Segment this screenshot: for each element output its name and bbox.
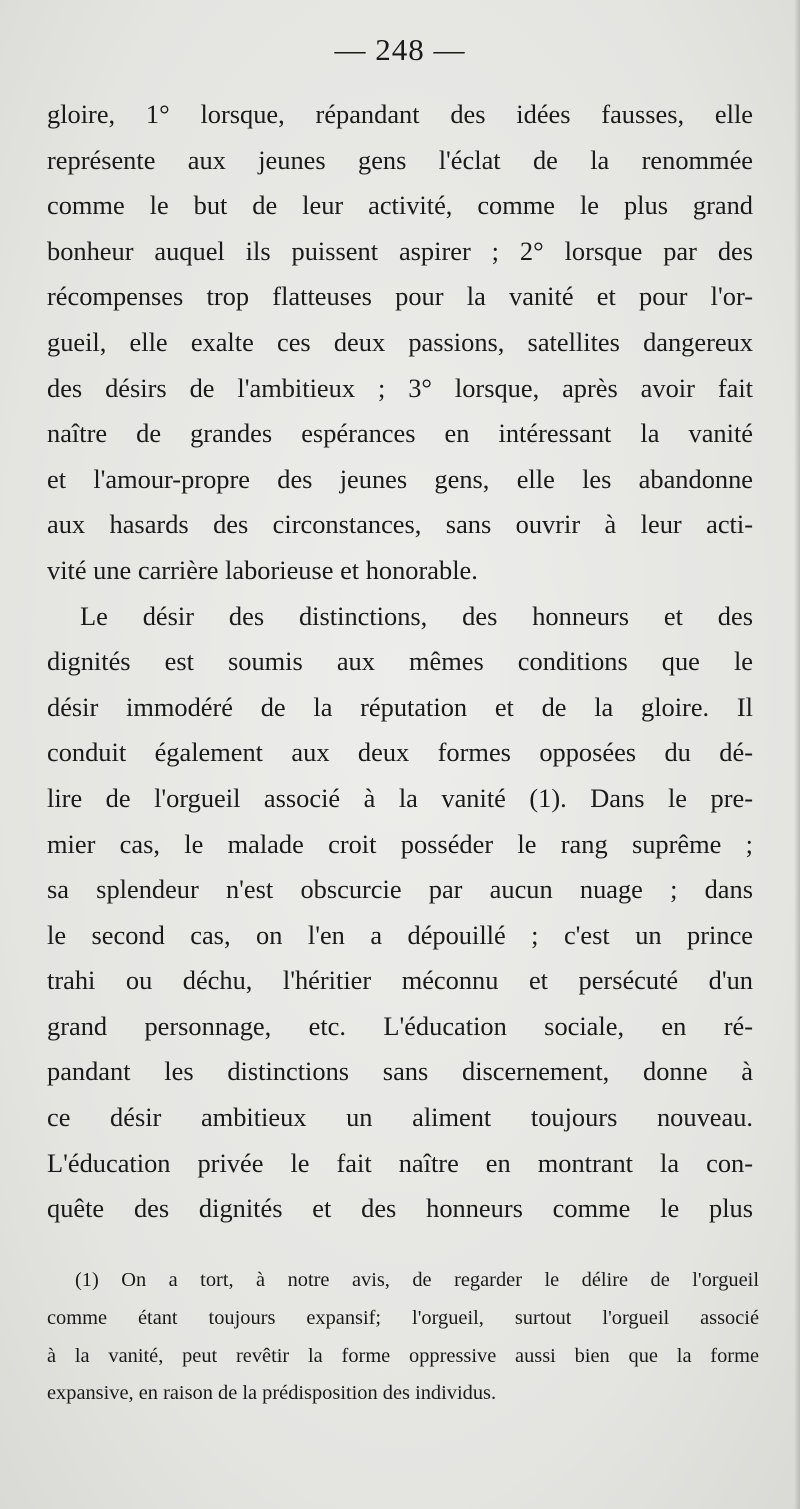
page-number: — 248 — [334, 32, 466, 67]
body-line: grand personnage, etc. L'éducation sociale, en ré- [47, 1010, 753, 1041]
body-line: comme le but de leur activité, comme le plus grand [47, 190, 753, 221]
body-text [47, 92, 753, 1232]
body-line: représente aux jeunes gens l'éclat de la renommée [47, 144, 753, 175]
body-line: trahi ou déchu, l'héritier méconnu et persécuté d'un [47, 965, 753, 996]
body-line: gloire, 1° lorsque, répandant des idées fausses, elle [47, 99, 753, 129]
body-line: Le désir des distinctions, des honneurs et des [80, 600, 753, 631]
body-line: gueil, elle exalte ces deux passions, satellites dangereux [47, 326, 753, 357]
footnote-line: à la vanité, peut revêtir la forme oppressive aussi bien que la forme [47, 1344, 759, 1367]
body-line: des désirs de l'ambitieux ; 3° lorsque, après avoir fait [47, 372, 753, 403]
body-line: le second cas, on l'en a dépouillé ; c'est un prince [47, 919, 753, 950]
footnote [47, 1262, 759, 1413]
body-line: pandant les distinctions sans discernement, donne à [47, 1056, 753, 1087]
body-line: désir immodéré de la réputation et de la gloire. Il [47, 691, 753, 722]
footnote-line: (1) On a tort, à notre avis, de regarder le délire de l'orgueil [75, 1269, 759, 1291]
footnote-line: comme étant toujours expansif; l'orgueil, surtout l'orgueil associé [47, 1306, 759, 1329]
body-line: naître de grandes espérances en intéressant la vanité [47, 418, 753, 449]
footnote-line: expansive, en raison de la prédisposition des individus. [47, 1382, 497, 1405]
body-line: et l'amour-propre des jeunes gens, elle les abandonne [47, 463, 753, 494]
body-line: lire de l'orgueil associé à la vanité (1). Dans le pre- [47, 782, 753, 813]
body-line: aux hasards des circonstances, sans ouvrir à leur acti- [47, 509, 753, 540]
body-line: quête des dignités et des honneurs comme le plus [47, 1193, 753, 1224]
body-line: bonheur auquel ils puissent aspirer ; 2° lorsque par des [47, 235, 753, 266]
body-line: conduit également aux deux formes opposées du dé- [47, 737, 753, 768]
page-edge-shadow [794, 0, 800, 1509]
body-line: dignités est soumis aux mêmes conditions que le [47, 646, 753, 677]
body-line: sa splendeur n'est obscurcie par aucun nuage ; dans [47, 874, 753, 905]
body-line: récompenses trop flatteuses pour la vanité et pour l'or- [47, 281, 753, 312]
body-line: ce désir ambitieux un aliment toujours nouveau. [47, 1102, 753, 1133]
body-line: vité une carrière laborieuse et honorable. [47, 554, 478, 585]
body-line: L'éducation privée le fait naître en montrant la con- [47, 1147, 753, 1178]
body-line: mier cas, le malade croit posséder le rang suprême ; [47, 828, 753, 859]
